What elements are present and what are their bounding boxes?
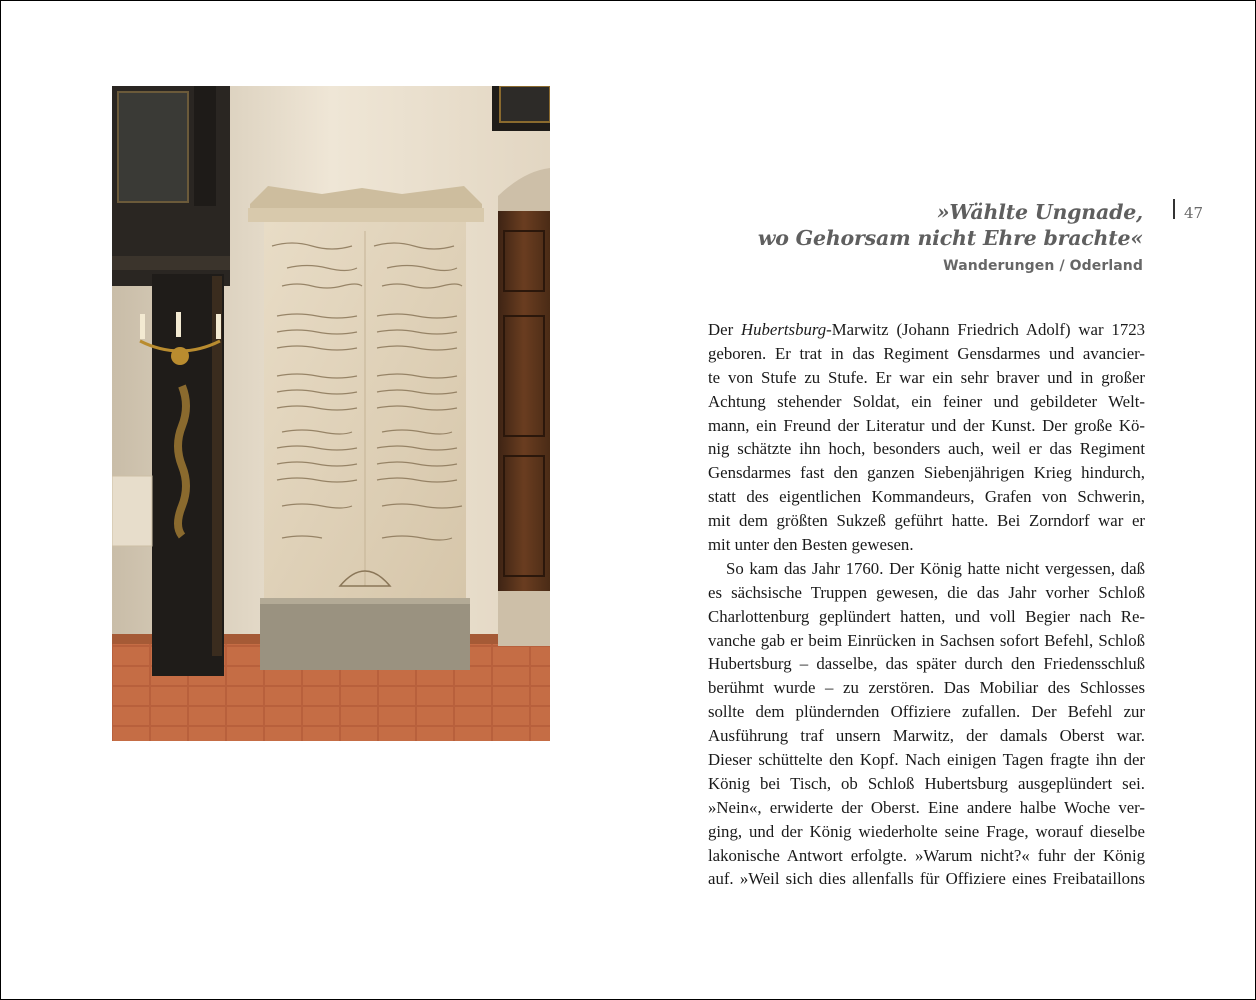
text-line: Gensdarmes fast den ganzen Siebenjährigen Krieg hindurch,	[708, 463, 1145, 483]
text-line: ging, und der König wiederholte seine Frage, worauf dieselbe	[708, 821, 1145, 841]
text-line: lakonische Antwort erfolgte. »Warum nicht?« fuhr der König	[708, 845, 1145, 865]
text-line: mit unter den Besten gewesen.	[708, 535, 914, 555]
memorial-plaque-photo	[112, 86, 550, 741]
heading-subtitle: Wanderungen / Oderland	[943, 258, 1143, 274]
page-number-rule	[1173, 199, 1175, 219]
text-line: »Nein«, erwiderte der Oberst. Eine andere halbe Woche ver-	[708, 797, 1145, 817]
italic-place-name: Hubertsburg	[741, 320, 827, 339]
text-line: mit dem größten Sukzeß geführt hatte. Bei Zorndorf war er	[708, 511, 1145, 531]
text-line: berühmt wurde – zu zerstören. Das Mobiliar des Schlosses	[708, 678, 1145, 698]
text-line: Der Hubertsburg-Marwitz (Johann Friedrich Adolf) war 1723	[708, 320, 1145, 339]
text-line: sollte dem plündernden Offiziere zufallen. Der Befehl zur	[708, 702, 1145, 722]
text-line: Achtung stehender Soldat, ein feiner und gebildeter Welt-	[708, 391, 1145, 411]
text-line: statt des eigentlichen Kommandeurs, Grafen von Schwerin,	[708, 487, 1145, 507]
text-line: auf. »Weil sich dies allenfalls für Offiziere eines Freibataillons	[708, 869, 1145, 889]
text-line: Ausführung traf unsern Marwitz, der damals Oberst war.	[708, 726, 1145, 746]
text-line: Charlottenburg geplündert hatten, und voll Begier nach Re-	[708, 606, 1145, 626]
text-line: So kam das Jahr 1760. Der König hatte nicht vergessen, daß	[726, 558, 1145, 578]
heading-quote-line-2: wo Gehorsam nicht Ehre brachte«	[757, 226, 1143, 250]
heading-quote-line-1: »Wählte Ungnade,	[936, 200, 1143, 224]
text-line: vanche gab er beim Einrücken in Sachsen sofort Befehl, Schloß	[708, 630, 1145, 650]
text-line: nig schätzte ihn hoch, besonders auch, weil er das Regiment	[708, 439, 1145, 459]
text-line: te von Stufe zu Stufe. Er war ein sehr braver und in großer	[708, 367, 1145, 387]
body-text	[708, 318, 1145, 891]
text-line: Dieser schüttelte den Kopf. Nach einigen Tagen fragte ihn der	[708, 750, 1145, 770]
text-line: König bei Tisch, ob Schloß Hubertsburg ausgeplündert sei.	[708, 773, 1145, 793]
page-number: 47	[1184, 204, 1204, 222]
text-line: Hubertsburg – dasselbe, das später durch den Friedensschluß	[708, 654, 1145, 674]
text-line: mann, ein Freund der Literatur und der Kunst. Der große Kö-	[708, 415, 1145, 435]
chapter-heading	[623, 199, 1143, 274]
text-line: geboren. Er trat in das Regiment Gensdarmes und avancier-	[708, 343, 1145, 363]
text-line: es sächsische Truppen gewesen, die das Jahr vorher Schloß	[708, 582, 1145, 602]
